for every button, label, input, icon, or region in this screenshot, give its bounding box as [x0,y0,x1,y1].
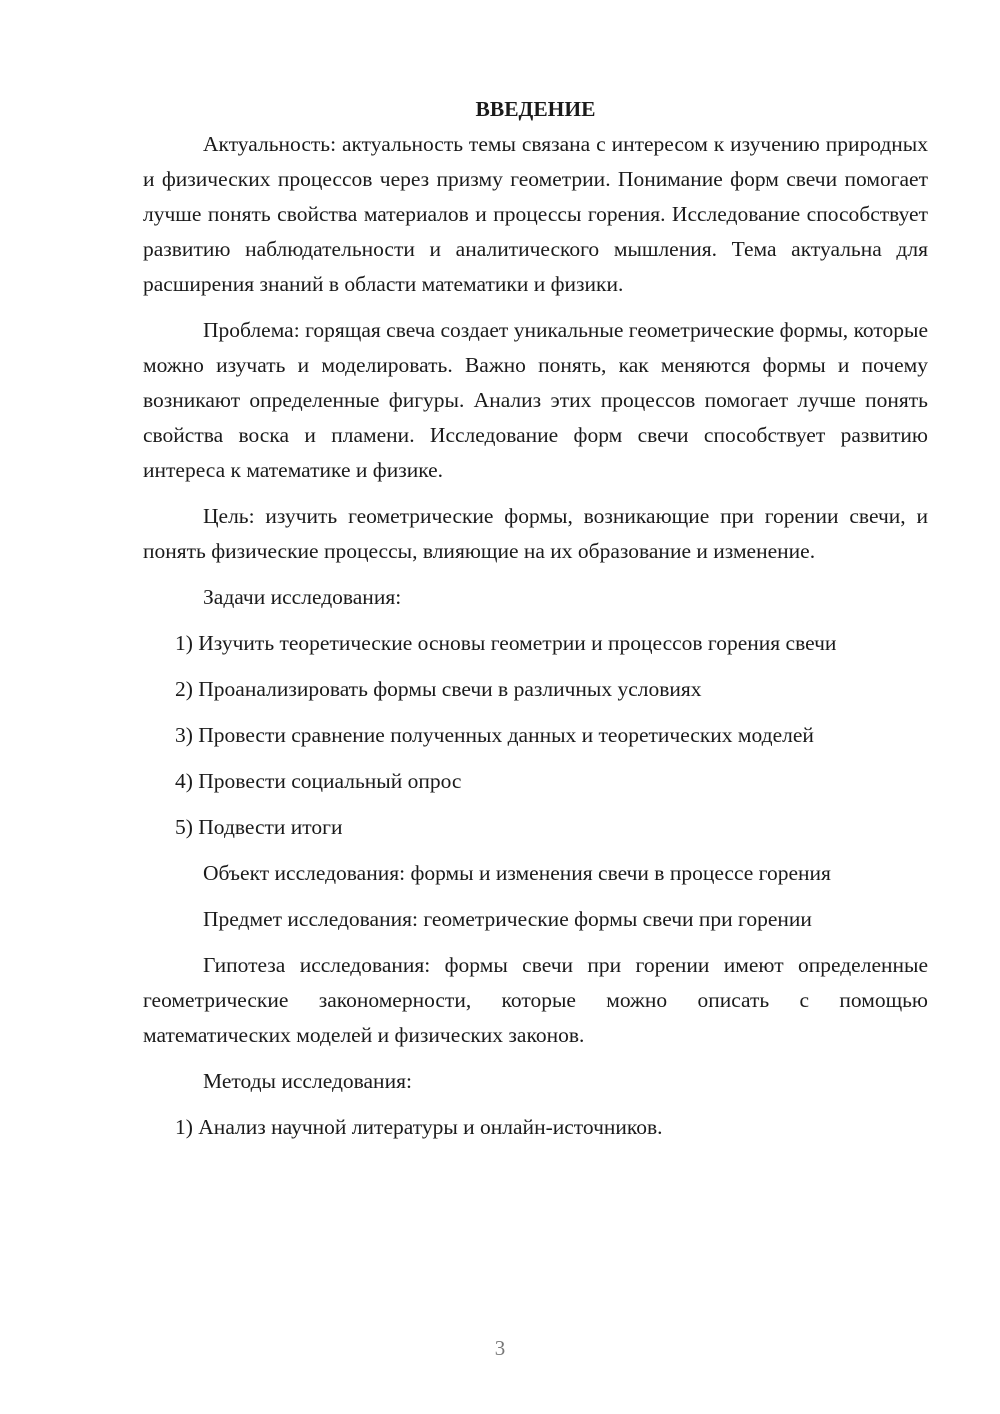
task-item-3: 3) Провести сравнение полученных данных и теоретических моделей [175,723,814,747]
page-title: ВВЕДЕНИЕ [475,97,596,121]
task-item-4: 4) Провести социальный опрос [175,769,462,793]
tasks-heading: Задачи исследования: [203,585,402,609]
object-paragraph: Объект исследования: формы и изменения свечи в процессе горения [203,861,831,885]
document-page [143,92,928,1145]
page-number: 3 [494,1336,506,1360]
task-item-5: 5) Подвести итоги [175,815,343,839]
problem-paragraph: Проблема: горящая свеча создает уникальные геометрические формы, которые можно изучать и моделировать. Важно понять, как меняются формы и почему возникают определенные фигуры. Анализ этих процессов помогает лучше понять свойства воска и пламени. Исследование форм свечи способствует развитию интереса к математике и физике. [143,318,928,482]
goal-paragraph: Цель: изучить геометрические формы, возникающие при горении свечи, и понять физические процессы, влияющие на их образование и изменение. [143,504,928,563]
hypothesis-paragraph: Гипотеза исследования: формы свечи при горении имеют определенные геометрические закономерности, которые можно описать с помощью математических моделей и физических законов. [143,953,928,1047]
methods-heading: Методы исследования: [203,1069,412,1093]
task-item-1: 1) Изучить теоретические основы геометрии и процессов горения свечи [175,631,837,655]
method-item-1: 1) Анализ научной литературы и онлайн-источников. [175,1115,663,1139]
subject-paragraph: Предмет исследования: геометрические формы свечи при горении [203,907,812,931]
relevance-paragraph: Актуальность: актуальность темы связана с интересом к изучению природных и физических процессов через призму геометрии. Понимание форм свечи помогает лучше понять свойства материалов и процессы горения. Исследование способствует развитию наблюдательности и аналитического мышления. Тема актуальна для расширения знаний в области математики и физики. [143,132,928,296]
task-item-2: 2) Проанализировать формы свечи в различных условиях [175,677,702,701]
